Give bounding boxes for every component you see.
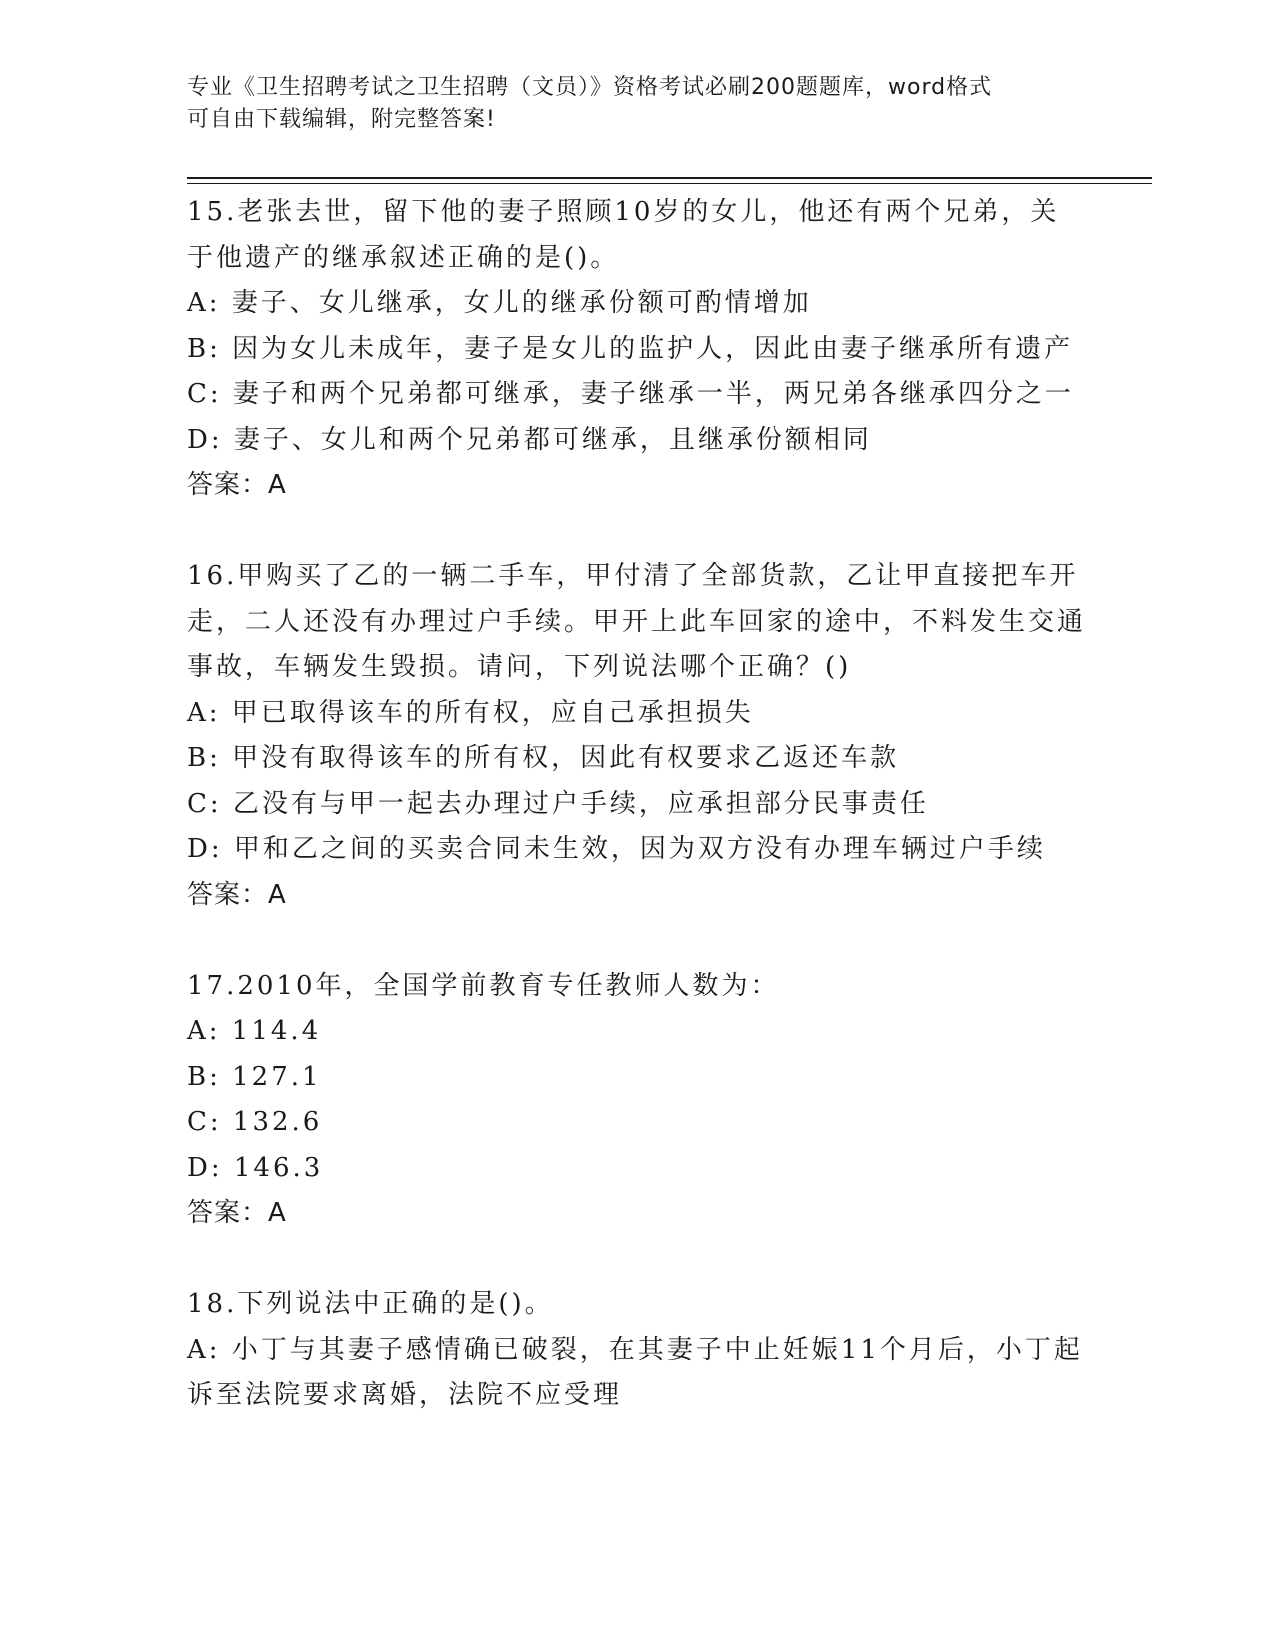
option-d: D: 146.3 (187, 1152, 324, 1183)
answer: 答案：A (187, 879, 287, 910)
option-c: C: 乙没有与甲一起去办理过户手续，应承担部分民事责任 (187, 788, 929, 819)
option-d: D: 甲和乙之间的买卖合同未生效，因为双方没有办理车辆过户手续 (187, 834, 1046, 864)
option-b: B: 因为女儿未成年，妻子是女儿的监护人，因此由妻子继承所有遗产 (187, 333, 1074, 364)
question-16 (187, 554, 1087, 918)
option-b: B: 甲没有取得该车的所有权，因此有权要求乙返还车款 (187, 743, 900, 773)
question-text: 16.甲购买了乙的一辆二手车，甲付清了全部货款，乙让甲直接把车开走，二人还没有办理过户手续。甲开上此车回家的途中，不料发生交通事故，车辆发生毁损。请问，下列说法哪个正确？() (187, 561, 1087, 682)
page-header (187, 72, 1087, 136)
question-list (187, 190, 1087, 1419)
header-line-2: 可自由下载编辑，附完整答案! (187, 107, 496, 132)
question-18 (187, 1282, 1087, 1419)
option-a: A: 114.4 (187, 1016, 322, 1046)
option-c: C: 132.6 (187, 1107, 323, 1137)
option-a: A: 小丁与其妻子感情确已破裂，在其妻子中止妊娠11个月后，小丁起诉至法院要求离婚，法院不应受理 (187, 1334, 1083, 1410)
option-b: B: 127.1 (187, 1061, 322, 1092)
header-divider-thin (187, 183, 1152, 184)
answer: 答案：A (187, 1198, 287, 1228)
question-17 (187, 964, 1087, 1237)
question-15 (187, 190, 1087, 509)
option-c: C: 妻子和两个兄弟都可继承，妻子继承一半，两兄弟各继承四分之一 (187, 379, 1074, 409)
question-text: 18.下列说法中正确的是()。 (187, 1289, 554, 1319)
header-divider-thick (187, 177, 1152, 179)
header-line-1: 专业《卫生招聘考试之卫生招聘（文员）》资格考试必刷200题题库，word格式 (187, 75, 993, 100)
question-text: 15.老张去世，留下他的妻子照顾10岁的女儿，他还有两个兄弟，关于他遗产的继承叙述正确的是()。 (187, 197, 1060, 273)
option-d: D: 妻子、女儿和两个兄弟都可继承，且继承份额相同 (187, 424, 872, 455)
answer: 答案：A (187, 470, 287, 500)
option-a: A: 甲已取得该车的所有权，应自己承担损失 (187, 697, 754, 728)
option-a: A: 妻子、女儿继承，女儿的继承份额可酌情增加 (187, 288, 812, 318)
question-text: 17.2010年，全国学前教育专任教师人数为： (187, 970, 780, 1001)
